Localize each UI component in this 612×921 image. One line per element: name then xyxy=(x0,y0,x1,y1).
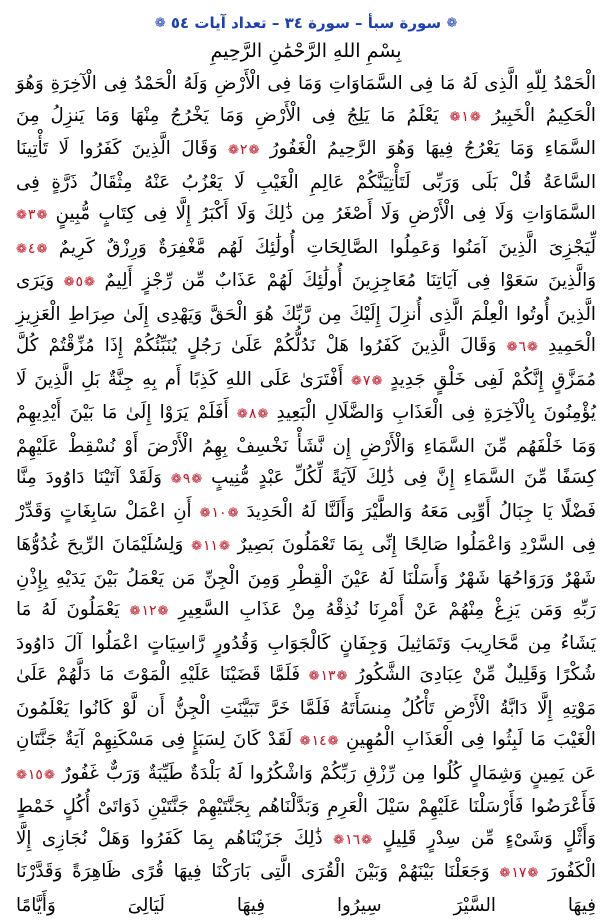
surah-header xyxy=(16,14,596,32)
ayah-text: ذَٰلِكَ جَزَيْنَاهُم بِمَا كَفَرُوا وَهَلْ نُجَازِى إِلَّا الْكَفُورَ xyxy=(16,827,596,882)
ayah-text: أَنِ اعْمَلْ سَابِغَاتٍ وَقَدِّرْ فِى السَّرْدِ وَاعْمَلُوا صَالِحًا إِنِّى بِمَا تَعْمَلُونَ بَصِيرٌ xyxy=(16,500,596,555)
ayah-number: ٧ xyxy=(362,372,371,389)
ayah-text: وَجَعَلْنَا بَيْنَهُمْ وَبَيْنَ الْقُرَى الَّتِى بَارَكْنَا فِيهَا قُرًى ظَاهِرَةً وَقَدَّرْنَا فِيهَا السَّيْرَ سِيرُوا فِيهَا لَيَالِىَ وَأَيَّامًا xyxy=(16,861,596,916)
ayah-text: فَأَعْرَضُوا فَأَرْسَلْنَا عَلَيْهِمْ سَيْلَ الْعَرِمِ وَبَدَّلْنَاهُم بِجَنَّتَيْهِمْ جَنَّتَيْنِ ذَوَاتَىْ أُكُلٍ خَمْطٍ وَأَثْلٍ وَشَىْءٍ مِّن سِدْرٍ قَلِيلٍ xyxy=(16,796,596,849)
ayah-number: ٦ xyxy=(518,339,527,355)
ayah-marker: ❁١٣❁ xyxy=(308,668,348,684)
ayah-number: ١٠ xyxy=(211,504,227,521)
ayah-text: الْحَمْدُ لِلّهِ الَّذِى لَهُ مَا فِى السَّمَاوَاتِ وَمَا فِى الْأَرْضِ وَلَهُ الْحَمْدُ فِى الْآخِرَةِ وَهُوَ الْحَكِيمُ الْخَبِيرُ xyxy=(16,73,596,126)
ayah-number: ١١ xyxy=(202,538,219,554)
ayah-number: ١ xyxy=(461,108,469,125)
ayah-number: ١٧ xyxy=(511,865,527,881)
flower-ornament-left-icon: ❁ xyxy=(154,16,166,31)
ayah-text: وَقَالَ الَّذِينَ كَفَرُوا هَلْ نَدُلُّكُمْ عَلَىٰ رَجُلٍ يُنَبِّئُكُمْ إِذَا مُزِّقْتُمْ كُلَّ مُمَزَّقٍ إِنَّكُمْ لَفِى خَلْقٍ جَدِيدٍ xyxy=(16,335,596,390)
ayah-text: وَيَرَى الَّذِينَ أُوتُوا الْعِلْمَ الَّذِى أُنزِلَ إِلَيْكَ مِن رَّبِّكَ هُوَ الْحَقَّ وَيَهْدِى إِلَىٰ صِرَاطِ الْعَزِيزِ الْحَمِيدِ xyxy=(16,270,596,356)
ayah-marker: ❁٩❁ xyxy=(170,471,203,487)
ayat-body xyxy=(16,68,596,921)
ayah-text: وَقَالَ الَّذِينَ كَفَرُوا لَا تَأْتِينَا السَّاعَةُ قُلْ بَلَى وَرَبِّى لَتَأْتِيَنَّكُمْ عَالِمِ الْغَيْبِ لَا يَعْزُبُ عَنْهُ مِثْقَالُ ذَرَّةٍ فِى السَّمَاوَاتِ وَلَا فِى الْأَرْضِ وَلَا أَصْغَرُ مِن ذَٰلِكَ وَلَا أَكْبَرُ إِلَّا فِى كِتَابٍ مُّبِينٍ xyxy=(16,138,596,224)
ayah-number: ٩ xyxy=(182,471,191,487)
ayah-text: وَلَقَدْ آتَيْنَا دَاوُودَ مِنَّا فَضْلًا يَا جِبَالُ أَوِّبِى مَعَهُ وَالطَّيْرَ وَأَلَنَّا لَهُ الْحَدِيدَ xyxy=(16,467,596,522)
ayah-text: لَقَدْ كَانَ لِسَبَإٍ فِى مَسْكَنِهِمْ آيَةٌ جَنَّتَانِ عَن يَمِينٍ وَشِمَالٍ كُلُوا مِن رِّزْقِ رَبِّكُمْ وَاشْكُرُوا لَهُ بَلْدَةٌ طَيِّبَةٌ وَرَبٌّ غَفُورٌ xyxy=(16,729,596,784)
flower-ornament-right-icon: ❁ xyxy=(446,16,458,31)
ayah-marker: ❁١❁ xyxy=(449,108,481,125)
ayah-marker: ❁١١❁ xyxy=(191,538,230,554)
ayah-text: يَعْمَلُونَ لَهُ مَا يَشَاءُ مِن مَّحَارِيبَ وَتَمَاثِيلَ وَجِفَانٍ كَالْجَوَابِ وَقُدُورٍ رَّاسِيَاتٍ اعْمَلُوا آلَ دَاوُودَ شُكْرًا وَقَلِيلٌ مِّنْ عِبَادِىَ الشَّكُورُ xyxy=(16,599,596,685)
ayah-marker: ❁٦❁ xyxy=(506,339,538,355)
ayah-text: فَلَمَّا قَضَيْنَا عَلَيْهِ الْمَوْتَ مَا دَلَّهُمْ عَلَىٰ مَوْتِهِ إِلَّا دَابَّةُ الْأَرْضِ تَأْكُلُ مِنسَأَتَهُ فَلَمَّا خَرَّ تَبَيَّنَتِ الْجِنُّ أَن لَّوْ كَانُوا يَعْلَمُونَ الْغَيْبَ مَا لَبِثُوا فِى الْعَذَابِ الْمُهِينِ xyxy=(16,664,596,750)
ayah-marker: ❁١٥❁ xyxy=(16,766,55,783)
ayah-marker: ❁٥❁ xyxy=(63,274,95,290)
surah-header-text: سورة سبأ – سورة ٣٤ – تعداد آيات ٥٤ xyxy=(170,14,442,32)
ayah-marker: ❁٣❁ xyxy=(16,207,48,223)
ayah-marker: ❁١٦❁ xyxy=(333,831,373,848)
ayah-marker: ❁١٧❁ xyxy=(499,865,539,881)
ayah-number: ٥ xyxy=(75,274,84,290)
ayah-number: ١٣ xyxy=(320,668,336,684)
ayah-text: أَفَلَمْ يَرَوْا إِلَىٰ مَا بَيْنَ أَيْدِيهِمْ وَمَا خَلْفَهُم مِّنَ السَّمَاءِ وَالْأَرْضِ إِن نَّشَأْ نَخْسِفْ بِهِمُ الْأَرْضَ أَوْ نُسْقِطْ عَلَيْهِمْ كِسَفًا مِّنَ السَّمَاءِ إِنَّ فِى ذَٰلِكَ لَآيَةً لِّكُلِّ عَبْدٍ مُّنِيبٍ xyxy=(16,402,596,488)
ayah-marker: ❁١٠❁ xyxy=(199,504,239,521)
ayah-text: يَعْلَمُ مَا يَلِجُ فِى الْأَرْضِ وَمَا يَخْرُجُ مِنْهَا وَمَا يَنزِلُ مِنَ السَّمَاءِ وَمَا يَعْرُجُ فِيهَا وَهُوَ الرَّحِيمُ الْغَفُورُ xyxy=(16,104,596,159)
ayah-marker: ❁١٢❁ xyxy=(129,603,169,619)
ayah-text: أَفْتَرَىٰ عَلَى اللهِ كَذِبًا أَم بِهِ جِنَّةٌ بَلِ الَّذِينَ لَا يُؤْمِنُونَ بِالْآخِرَةِ فِى الْعَذَابِ وَالضَّلَالِ الْبَعِيدِ xyxy=(16,368,596,423)
ayah-number: ١٢ xyxy=(141,603,157,619)
ayah-text: وَلِسُلَيْمَانَ الرِّيحَ غُدُوُّهَا شَهْرٌ وَرَوَاحُهَا شَهْرٌ وَأَسَلْنَا لَهُ عَيْنَ الْقِطْرِ وَمِنَ الْجِنِّ مَن يَعْمَلُ بَيْنَ يَدَيْهِ بِإِذْنِ رَبِّهِ وَمَن يَزِغْ مِنْهُمْ عَنْ أَمْرِنَا نُذِقْهُ مِنْ عَذَابِ السَّعِيرِ xyxy=(16,534,596,620)
ayah-marker: ❁١٤❁ xyxy=(299,733,339,749)
ayah-number: ٢ xyxy=(239,142,248,158)
ayah-text: وَالَّذِينَ سَعَوْا فِى آيَاتِنَا مُعَاجِزِينَ أُولَٰئِكَ لَهُمْ عَذَابٌ مِّن رِّجْزٍ أَلِيمٌ xyxy=(104,270,596,291)
ayah-number: ٣ xyxy=(27,207,36,223)
ayah-marker: ❁٧❁ xyxy=(351,372,383,389)
ayah-number: ١٦ xyxy=(345,831,361,848)
ayah-number: ١٥ xyxy=(27,766,43,783)
ayah-text: لِّيَجْزِىَ الَّذِينَ آمَنُوا وَعَمِلُوا الصَّالِحَاتِ أُولَٰئِكَ لَهُم مَّغْفِرَةٌ وَرِزْقٌ كَرِيمٌ xyxy=(58,236,596,258)
basmala-line: بِسْمِ اللهِ الرَّحْمَٰنِ الرَّحِيمِ xyxy=(210,40,402,62)
ayah-number: ٤ xyxy=(27,240,36,257)
ayah-marker: ❁٢❁ xyxy=(228,142,260,158)
ayah-marker: ❁٤❁ xyxy=(16,240,48,257)
ayah-number: ١٤ xyxy=(311,733,327,749)
ayah-marker: ❁٨❁ xyxy=(236,406,269,422)
ayah-number: ٨ xyxy=(248,406,257,422)
